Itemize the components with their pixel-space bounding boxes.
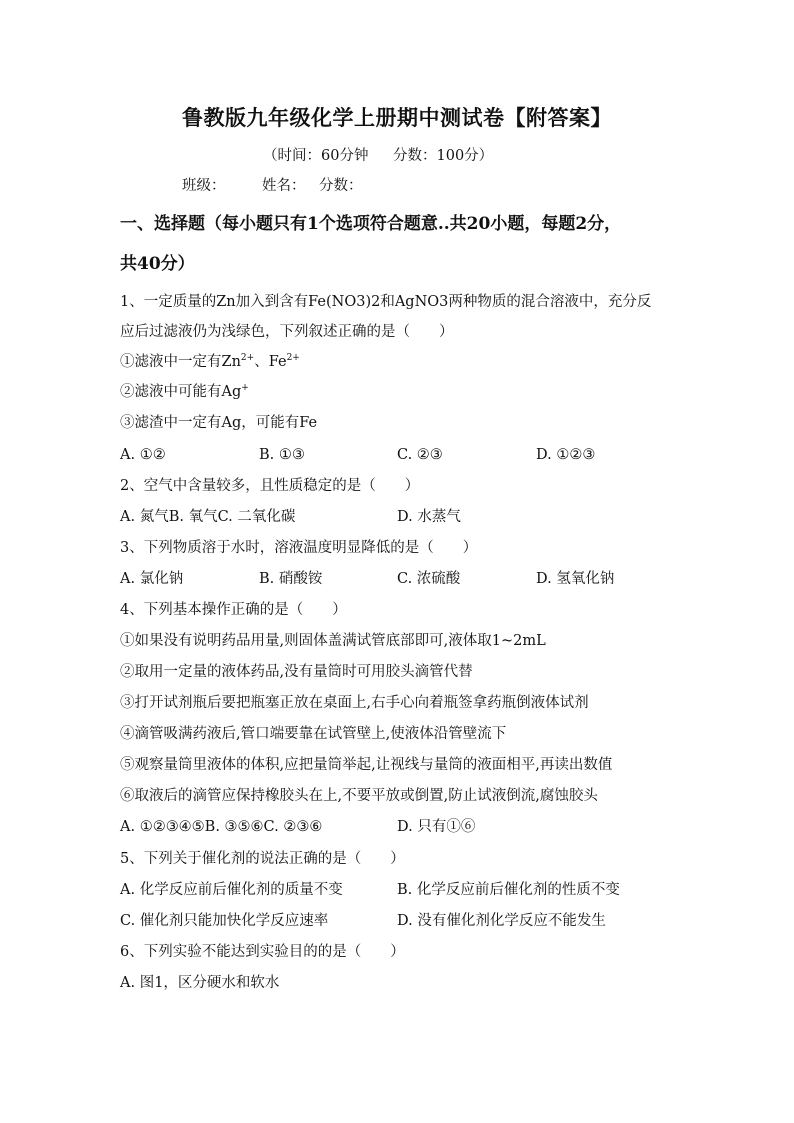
q2-options-abc[interactable]: A. 氮气B. 氧气C. 二氧化碳 [120, 509, 296, 525]
q6-stem: 6、下列实验不能达到实验目的的是（ ） [120, 944, 405, 960]
section1-heading-cont: 共40分） [120, 254, 195, 274]
q5-option-b[interactable]: B. 化学反应前后催化剂的性质不变 [397, 882, 620, 898]
q3-option-d[interactable]: D. 氢氧化钠 [536, 571, 615, 587]
q5-stem: 5、下列关于催化剂的说法正确的是（ ） [120, 851, 405, 867]
q4-statement-3: ③打开试剂瓶后要把瓶塞正放在桌面上,右手心向着瓶签拿药瓶倒液体试剂 [120, 695, 589, 711]
score-label: 分数： [319, 178, 363, 194]
q4-statement-2: ②取用一定量的液体药品,没有量筒时可用胶头滴管代替 [120, 664, 473, 680]
exam-time: （时间：60分钟 [263, 148, 369, 164]
q3-option-b[interactable]: B. 硝酸铵 [259, 571, 323, 587]
q5-option-d[interactable]: D. 没有催化剂化学反应不能发生 [397, 913, 606, 929]
q4-options-abc[interactable]: A. ①②③④⑤B. ③⑤⑥C. ②③⑥ [120, 819, 323, 835]
q2-stem: 2、空气中含量较多，且性质稳定的是（ ） [120, 478, 420, 494]
q3-option-a[interactable]: A. 氯化钠 [120, 571, 184, 587]
section1-heading: 一、选择题（每小题只有1个选项符合题意..共20小题，每题2分， [120, 214, 622, 234]
q1-s1-text: ①滤液中一定有Zn [120, 354, 241, 370]
q1-stem-line2: 应后过滤液仍为浅绿色，下列叙述正确的是（ ） [120, 324, 454, 340]
q1-s1-text-mid: 、Fe [254, 354, 287, 370]
class-label: 班级： [182, 178, 226, 194]
exam-total-score: 分数：100分） [393, 148, 494, 164]
q3-option-c[interactable]: C. 浓硫酸 [397, 571, 461, 587]
q6-option-a[interactable]: A. 图1，区分硬水和软水 [120, 975, 280, 991]
q3-stem: 3、下列物质溶于水时，溶液温度明显降低的是（ ） [120, 540, 478, 556]
q4-option-d[interactable]: D. 只有①⑥ [397, 819, 476, 835]
q1-s1-charge1: 2+ [240, 353, 255, 364]
q4-stem: 4、下列基本操作正确的是（ ） [120, 602, 347, 618]
q1-stem-line1: 1、一定质量的Zn加入到含有Fe(NO3)2和AgNO3两种物质的混合溶液中，充分反 [120, 294, 652, 310]
q1-option-a[interactable]: A. ①② [120, 447, 166, 463]
q2-option-d[interactable]: D. 水蒸气 [397, 509, 461, 525]
q1-option-b[interactable]: B. ①③ [259, 447, 305, 463]
q4-statement-1: ①如果没有说明药品用量,则固体盖满试管底部即可,液体取1~2mL [120, 633, 546, 649]
q5-option-c[interactable]: C. 催化剂只能加快化学反应速率 [120, 913, 329, 929]
q1-statement-1 [120, 352, 300, 372]
q4-statement-4: ④滴管吸满药液后,管口端要靠在试管壁上,使液体沿管壁流下 [120, 726, 507, 742]
name-label: 姓名： [262, 178, 306, 194]
q4-statement-6: ⑥取液后的滴管应保持橡胶头在上,不要平放或倒置,防止试液倒流,腐蚀胶头 [120, 788, 598, 804]
q1-option-d[interactable]: D. ①②③ [536, 447, 596, 463]
q1-statement-2 [120, 382, 249, 402]
q1-option-c[interactable]: C. ②③ [397, 447, 443, 463]
q5-option-a[interactable]: A. 化学反应前后催化剂的质量不变 [120, 882, 343, 898]
q4-statement-5: ⑤观察量筒里液体的体积,应把量筒举起,让视线与量筒的液面相平,再读出数值 [120, 757, 613, 773]
q1-s2-text: ②滤液中可能有Ag [120, 384, 242, 400]
q1-s1-charge2: 2+ [286, 353, 300, 364]
exam-title: 鲁教版九年级化学上册期中测试卷【附答案】 [182, 105, 612, 130]
q1-s2-charge: + [241, 383, 249, 394]
q1-statement-3: ③滤渣中一定有Ag，可能有Fe [120, 415, 318, 431]
